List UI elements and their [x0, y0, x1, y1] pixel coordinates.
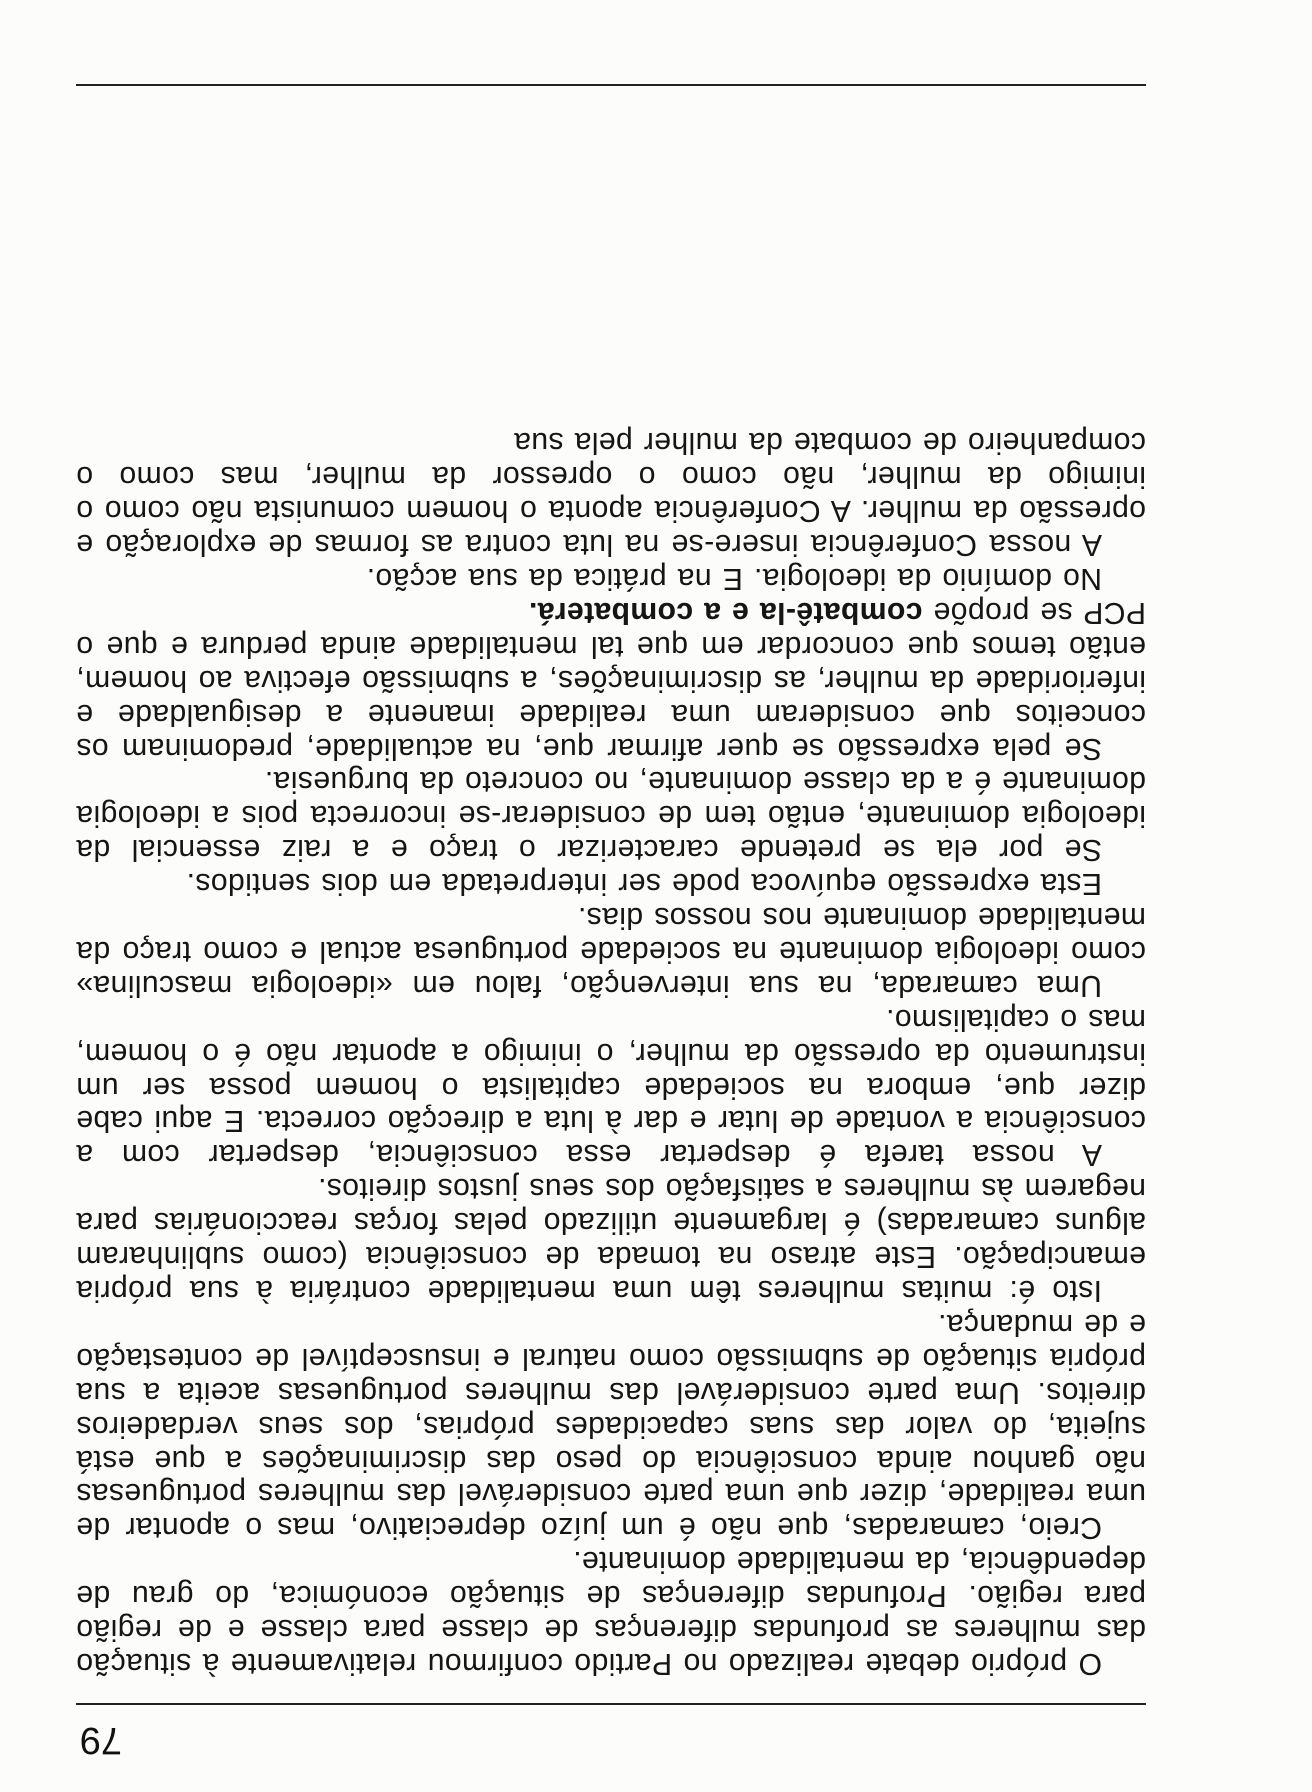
- header-rule: [76, 1703, 1146, 1705]
- paragraph: A nossa Conferência insere-se na luta contra as formas de exploração e opressão da mulher. A Conferência aponta o homem comunista não como o inimigo da mulher, não como o opressor da mulher, mas como o companheiro de combate da mulher pela sua: [76, 426, 1146, 562]
- footer-rule: [76, 84, 1146, 86]
- paragraph: A nossa tarefa é despertar essa consciência, despertar com a consciência a vontade de lutar e dar à luta a direcção correcta. E aqui cabe dizer que, embora na sociedade capitalista o homem possa ser um instrumento da opressão da mulher, o inimigo a apontar não é o homem, mas o capitalismo.: [76, 1002, 1146, 1172]
- paragraph: Esta expressão equívoca pode ser interpretada em dois sentidos.: [186, 867, 1102, 901]
- paragraph-text: Se pela expressão se quer afirmar que, na actualidade, predominam os conceitos que consideram uma realidade imanente a desigualdade e inferioridade da mulher, as discriminações, a submissão efectiva ao homem, então temos que concordar em que tal mentalidade ainda perdura e que o PCP se propõe: [76, 595, 1146, 765]
- emphasis-text: combatê-la e a combaterá.: [528, 595, 923, 629]
- page-number: 79: [79, 1719, 122, 1761]
- paragraph-with-emphasis: [76, 595, 1146, 765]
- body-text: [76, 100, 1146, 1680]
- paragraph: Uma camarada, na sua intervenção, falou em «ideologia masculina» como ideologia dominante na sociedade portuguesa actual e como traço da mentalidade dominante nos nossos dias.: [76, 901, 1146, 1002]
- paragraph: Creio, camaradas, que não é um juízo depreciativo, mas o apontar de uma realidade, dizer que uma parte considerável das mulheres portuguesas não ganhou ainda consciência do peso das discriminações a que está sujeita, do valor das suas capacidades próprias, dos seus verdadeiros direitos. Uma parte considerável das mulheres portuguesas aceita a sua própria situação de submissão como natural e insusceptível de contestação e de mudança.: [76, 1307, 1146, 1545]
- paragraph: Isto é: muitas mulheres têm uma mentalidade contrária à sua própria emancipação. Este atraso na tomada de consciência (como sublinharam alguns camaradas) é largamente utilizado pelas forças reaccionárias para negarem às mulheres a satisfação dos seus justos direitos.: [76, 1172, 1146, 1308]
- paragraph: O próprio debate realizado no Partido confirmou relativamente à situação das mulheres as profundas diferenças de classe para classe e de região para região. Profundas diferenças de situação económica, do grau de dependência, da mentalidade dominante.: [76, 1545, 1146, 1680]
- paragraph: Se por ela se pretende caracterizar o traço e a raiz essencial da ideologia dominante, então tem de considerar-se incorrecta pois a ideologia dominante é a da classe dominante, no concreto da burguesia.: [76, 765, 1146, 867]
- paragraph: No domínio da ideologia. E na prática da sua acção.: [366, 562, 1102, 595]
